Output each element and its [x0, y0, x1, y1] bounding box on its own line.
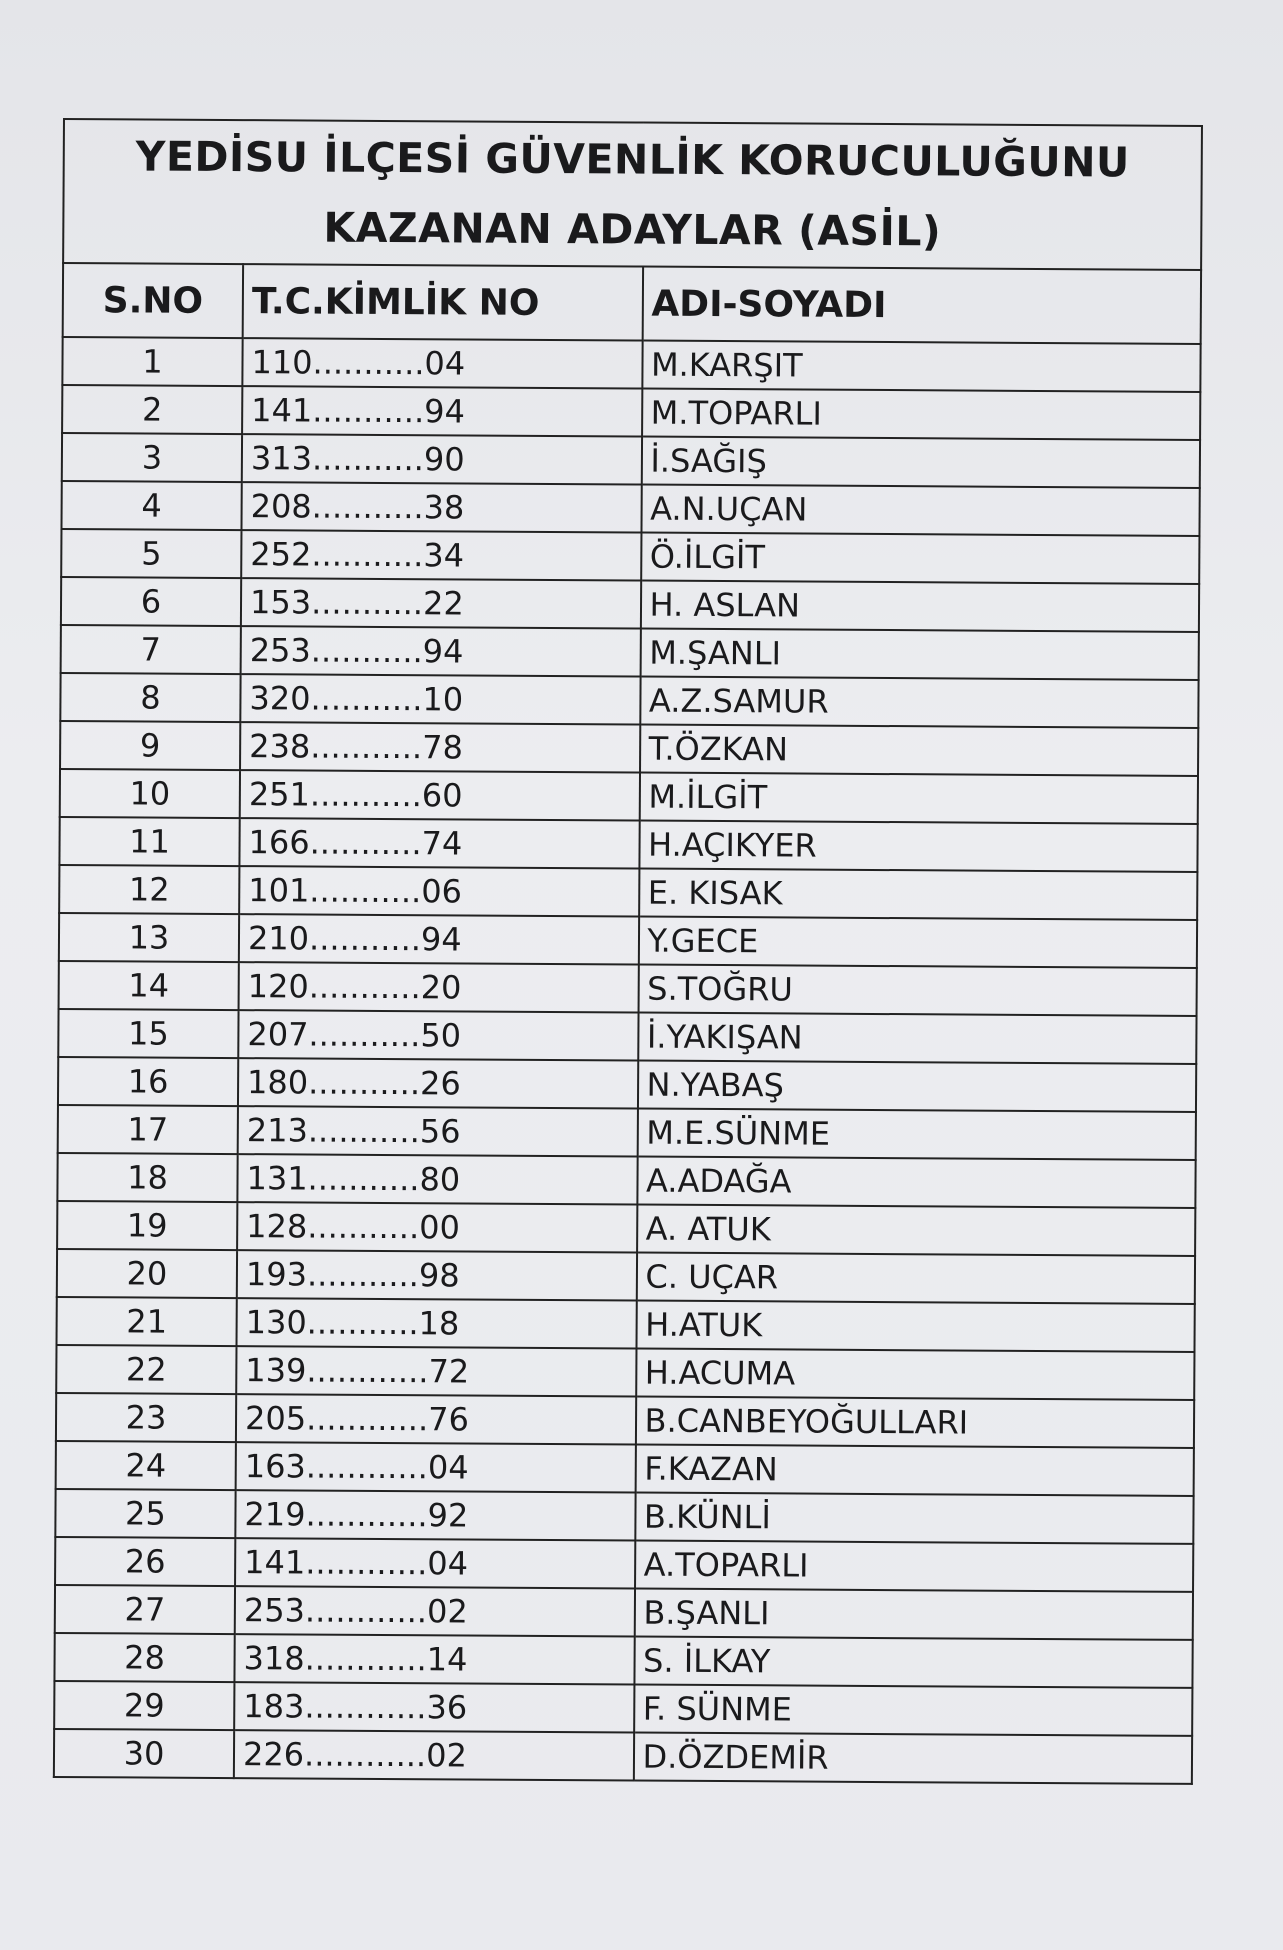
sno-cell: 2 [62, 385, 242, 434]
sno-cell: 29 [54, 1681, 234, 1730]
name-cell: M.İLGİT [639, 773, 1198, 824]
tc-kimlik-cell: 253...........94 [241, 626, 641, 676]
tc-kimlik-cell: 183............36 [234, 1682, 634, 1732]
name-cell: İ.YAKIŞAN [638, 1013, 1197, 1064]
tc-kimlik-cell: 313...........90 [242, 434, 642, 484]
tc-kimlik-cell: 166...........74 [239, 818, 639, 868]
table-row [59, 865, 1197, 920]
tc-kimlik-cell: 101...........06 [239, 866, 639, 916]
sno-cell: 10 [60, 769, 240, 818]
table-row [57, 1153, 1195, 1208]
table-row [62, 433, 1200, 488]
table-row [61, 577, 1199, 632]
name-cell: M.ŞANLI [640, 629, 1199, 680]
tc-kimlik-cell: 318............14 [234, 1634, 634, 1684]
name-cell: T.ÖZKAN [640, 725, 1199, 776]
sno-cell: 20 [57, 1249, 237, 1298]
tc-kimlik-cell: 141...........94 [242, 386, 642, 436]
table-row [54, 1633, 1192, 1688]
tc-kimlik-cell: 110...........04 [242, 338, 642, 388]
sno-cell: 25 [55, 1489, 235, 1538]
document-title [63, 119, 1202, 270]
name-cell: Ö.İLGİT [641, 533, 1200, 584]
table-body [54, 337, 1201, 1784]
title-row [63, 119, 1202, 270]
tc-kimlik-cell: 252...........34 [241, 530, 641, 580]
name-cell: E. KISAK [639, 869, 1198, 920]
name-cell: S.TOĞRU [638, 965, 1197, 1016]
sno-cell: 3 [62, 433, 242, 482]
tc-kimlik-cell: 153...........22 [241, 578, 641, 628]
sno-cell: 28 [54, 1633, 234, 1682]
tc-kimlik-cell: 120...........20 [239, 962, 639, 1012]
table-row [56, 1393, 1194, 1448]
sno-cell: 11 [59, 817, 239, 866]
sno-cell: 14 [59, 961, 239, 1010]
tc-kimlik-cell: 128...........00 [237, 1202, 637, 1252]
name-cell: A.N.UÇAN [641, 485, 1200, 536]
sno-cell: 8 [60, 673, 240, 722]
tc-kimlik-cell: 213...........56 [238, 1106, 638, 1156]
table-row [56, 1345, 1194, 1400]
sno-cell: 9 [60, 721, 240, 770]
table-row [58, 1057, 1196, 1112]
sno-cell: 24 [56, 1441, 236, 1490]
column-header-row [63, 263, 1201, 344]
column-header-name: ADI-SOYADI [642, 267, 1201, 344]
tc-kimlik-cell: 141............04 [235, 1538, 635, 1588]
tc-kimlik-cell: 253............02 [235, 1586, 635, 1636]
name-cell: A.ADAĞA [637, 1157, 1196, 1208]
title-line-2: KAZANAN ADAYLAR (ASİL) [323, 203, 942, 256]
name-cell: M.TOPARLI [642, 389, 1201, 440]
tc-kimlik-cell: 238...........78 [240, 722, 640, 772]
name-cell: H.ATUK [636, 1301, 1195, 1352]
name-cell: Y.GECE [638, 917, 1197, 968]
sno-cell: 13 [59, 913, 239, 962]
table-row [62, 385, 1200, 440]
table-row [55, 1585, 1193, 1640]
column-header-tc: T.C.KİMLİK NO [243, 264, 643, 340]
name-cell: F. SÜNME [634, 1685, 1193, 1736]
candidates-table [53, 118, 1203, 1785]
sno-cell: 30 [54, 1729, 234, 1778]
sno-cell: 12 [59, 865, 239, 914]
name-cell: M.KARŞIT [642, 341, 1201, 392]
table-row [55, 1489, 1193, 1544]
sno-cell: 5 [61, 529, 241, 578]
table-row [57, 1297, 1195, 1352]
title-line-1: YEDİSU İLÇESİ GÜVENLİK KORUCULUĞUNU [135, 132, 1130, 187]
table-row [57, 1201, 1195, 1256]
tc-kimlik-cell: 210...........94 [239, 914, 639, 964]
table-row [61, 481, 1199, 536]
tc-kimlik-cell: 139............72 [236, 1346, 636, 1396]
sno-cell: 17 [58, 1105, 238, 1154]
name-cell: S. İLKAY [634, 1637, 1193, 1688]
name-cell: B.CANBEYOĞULLARI [635, 1397, 1194, 1448]
table-row [59, 913, 1197, 968]
table-row [60, 721, 1198, 776]
name-cell: İ.SAĞIŞ [641, 437, 1200, 488]
name-cell: H. ASLAN [640, 581, 1199, 632]
sno-cell: 19 [57, 1201, 237, 1250]
tc-kimlik-cell: 205............76 [236, 1394, 636, 1444]
name-cell: A.Z.SAMUR [640, 677, 1199, 728]
name-cell: B.KÜNLİ [635, 1493, 1194, 1544]
sno-cell: 26 [55, 1537, 235, 1586]
name-cell: D.ÖZDEMİR [633, 1733, 1192, 1784]
name-cell: H.ACUMA [636, 1349, 1195, 1400]
tc-kimlik-cell: 219............92 [235, 1490, 635, 1540]
table-row [56, 1441, 1194, 1496]
sno-cell: 18 [57, 1153, 237, 1202]
table-row [59, 961, 1197, 1016]
name-cell: M.E.SÜNME [637, 1109, 1196, 1160]
name-cell: B.ŞANLI [634, 1589, 1193, 1640]
tc-kimlik-cell: 208...........38 [242, 482, 642, 532]
table-row [60, 673, 1198, 728]
name-cell: F.KAZAN [635, 1445, 1194, 1496]
table-row [61, 625, 1199, 680]
sno-cell: 27 [55, 1585, 235, 1634]
tc-kimlik-cell: 163............04 [236, 1442, 636, 1492]
column-header-sno: S.NO [63, 263, 243, 338]
sno-cell: 1 [62, 337, 242, 386]
sno-cell: 22 [56, 1345, 236, 1394]
name-cell: A. ATUK [637, 1205, 1196, 1256]
sno-cell: 21 [57, 1297, 237, 1346]
table-row [54, 1681, 1192, 1736]
name-cell: H.AÇIKYER [639, 821, 1198, 872]
table-row [61, 529, 1199, 584]
name-cell: A.TOPARLI [635, 1541, 1194, 1592]
table-row [60, 769, 1198, 824]
table-row [57, 1249, 1195, 1304]
tc-kimlik-cell: 130...........18 [237, 1298, 637, 1348]
name-cell: N.YABAŞ [637, 1061, 1196, 1112]
sno-cell: 7 [61, 625, 241, 674]
sno-cell: 6 [61, 577, 241, 626]
table-row [54, 1729, 1192, 1784]
tc-kimlik-cell: 131...........80 [237, 1154, 637, 1204]
table-row [62, 337, 1200, 392]
table-row [59, 817, 1197, 872]
tc-kimlik-cell: 180...........26 [238, 1058, 638, 1108]
tc-kimlik-cell: 193...........98 [237, 1250, 637, 1300]
tc-kimlik-cell: 320...........10 [240, 674, 640, 724]
tc-kimlik-cell: 207...........50 [238, 1010, 638, 1060]
table-row [55, 1537, 1193, 1592]
tc-kimlik-cell: 226............02 [234, 1730, 634, 1780]
table-row [58, 1009, 1196, 1064]
sno-cell: 16 [58, 1057, 238, 1106]
sno-cell: 15 [58, 1009, 238, 1058]
sno-cell: 23 [56, 1393, 236, 1442]
sno-cell: 4 [61, 481, 241, 530]
name-cell: C. UÇAR [636, 1253, 1195, 1304]
tc-kimlik-cell: 251...........60 [240, 770, 640, 820]
table-row [58, 1105, 1196, 1160]
